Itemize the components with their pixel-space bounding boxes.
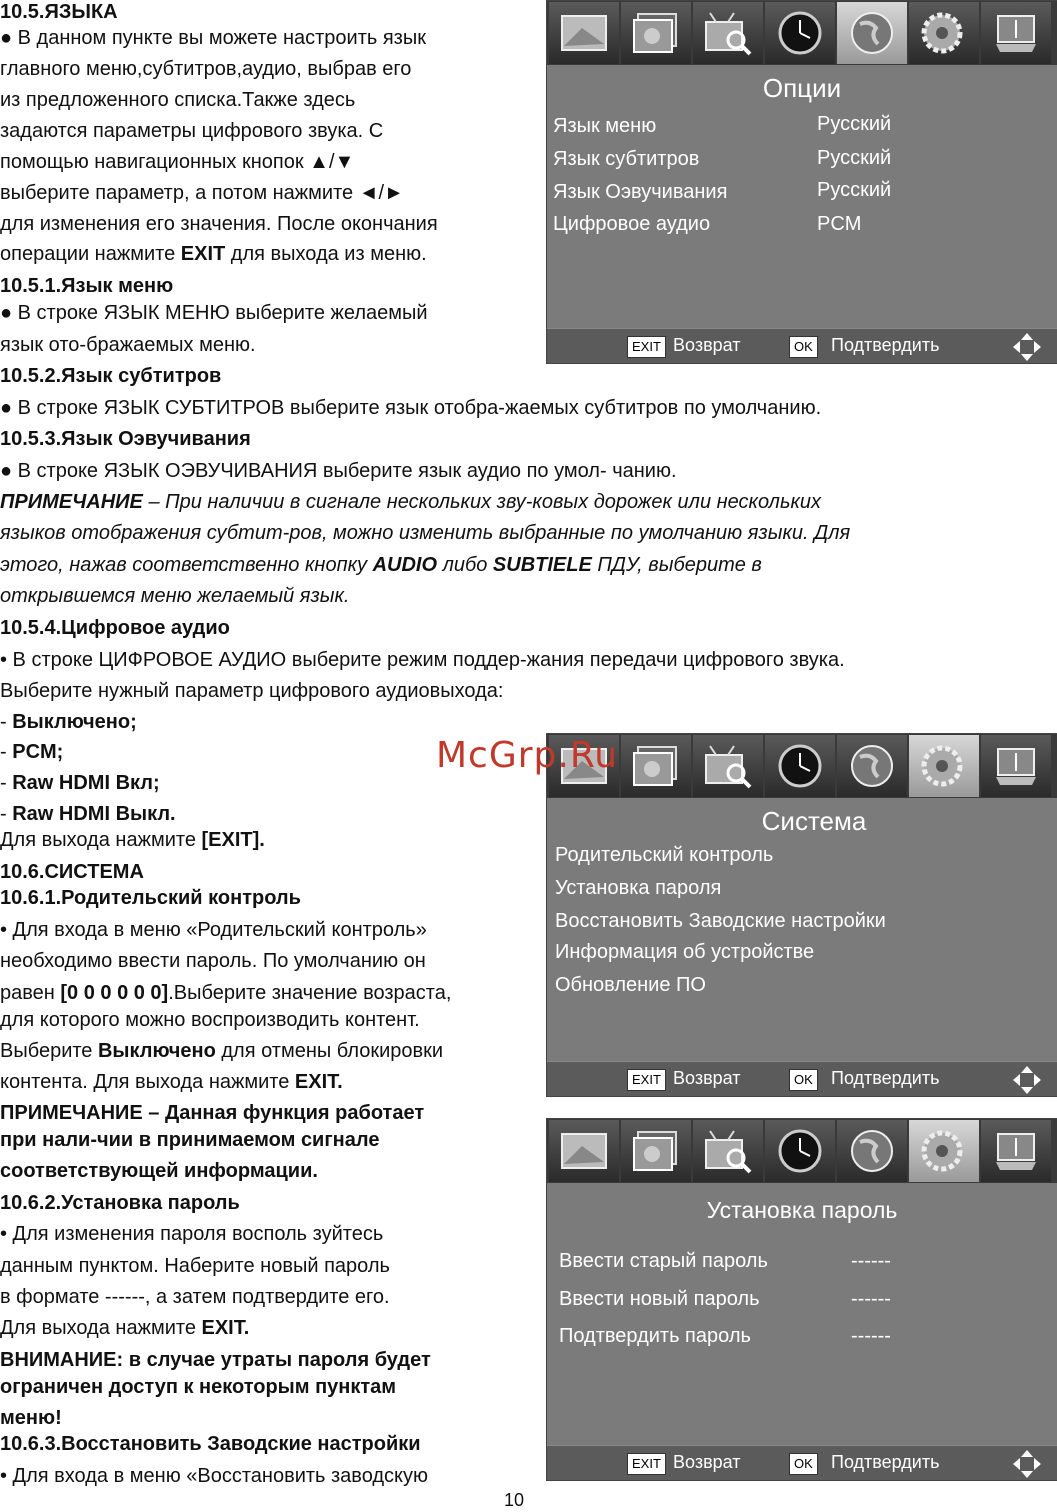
text-line: Выберите нужный параметр цифрового аудиовыхода: (0, 680, 504, 702)
option-line (0, 710, 137, 734)
text-span: ПДУ, выберите в (591, 554, 762, 576)
text-line: главного меню,субтитров,аудио, выбрав его (0, 58, 412, 80)
confirm-label: Подтвердить (831, 1452, 940, 1472)
note-line: соответствующей информации. (0, 1160, 318, 1182)
option-line (0, 771, 160, 795)
text-line: выберите параметр, а потом нажмите ◄/► (0, 182, 404, 204)
photo-icon[interactable] (621, 1120, 691, 1182)
menu-footer (547, 1445, 1057, 1480)
text-span: Для выхода нажмите (0, 1317, 202, 1339)
usb-icon[interactable] (981, 735, 1051, 797)
menu-row-value: Русский (817, 113, 892, 135)
note-line: ПРИМЕЧАНИЕ – Данная функция работает (0, 1102, 425, 1124)
menu-title: Система (761, 806, 867, 836)
menu-icon-bar (547, 734, 1057, 798)
gear-icon[interactable] (909, 735, 979, 797)
exit-keyword: [EXIT]. (201, 829, 265, 851)
watermark: McGrp.Ru (436, 735, 619, 776)
text-line: для которого можно воспроизводить контент. (0, 1009, 420, 1031)
heading-10-6-2: 10.6.2.Установка пароль (0, 1192, 240, 1214)
tv-search-icon[interactable] (693, 735, 763, 797)
photo-icon[interactable] (621, 735, 691, 797)
audio-keyword: AUDIO (372, 554, 438, 576)
menu-footer (547, 1061, 1057, 1096)
menu-title: Опции (762, 73, 842, 103)
menu-title: Установка пароль (706, 1197, 898, 1223)
confirm-password-field[interactable]: ------ (851, 1325, 891, 1347)
text-line: для изменения его значения. После окончания (0, 213, 438, 235)
ok-key[interactable]: OK (789, 1453, 818, 1475)
usb-icon[interactable] (981, 2, 1051, 64)
text-line (0, 828, 265, 852)
warning-line: меню! (0, 1407, 62, 1429)
page-number: 10 (504, 1490, 525, 1510)
heading-10-5: 10.5.ЯЗЫКА (0, 1, 118, 23)
photo-icon[interactable] (621, 2, 691, 64)
text-line: ● В строке ЯЗЫК МЕНЮ выберите желаемый (0, 302, 428, 324)
new-password-field[interactable]: ------ (851, 1288, 891, 1310)
menu-item-set-password[interactable]: Установка пароля (555, 877, 722, 899)
text-line: • Для входа в меню «Восстановить заводскую (0, 1465, 429, 1487)
text-span: – При наличии в сигнале нескольких зву-ковых дорожек или нескольких (142, 491, 822, 513)
menu-item-device-info[interactable]: Информация об устройстве (555, 941, 815, 963)
option-pcm: PCM; (12, 741, 64, 763)
menu-row-value: Русский (817, 179, 892, 201)
text-line: необходимо ввести пароль. По умолчанию он (0, 950, 426, 972)
heading-10-6-1: 10.6.1.Родительский контроль (0, 887, 301, 909)
heading-10-5-3: 10.5.3.Язык Оэвучивания (0, 428, 251, 450)
note-line: открывшемся меню желаемый язык. (0, 585, 350, 607)
note-line: при нали-чии в принимаемом сигнале (0, 1129, 380, 1151)
menu-item-factory-reset[interactable]: Восстановить Заводские настройки (555, 910, 886, 932)
option-line (0, 802, 176, 826)
text-line: язык ото-бражаемых меню. (0, 334, 256, 356)
note-label: ПРИМЕЧАНИЕ (0, 491, 143, 513)
navigation-arrows-icon (1011, 1064, 1043, 1096)
tv-search-icon[interactable] (693, 1120, 763, 1182)
text-line: ● В строке ЯЗЫК СУБТИТРОВ выберите язык отобра-жаемых субтитров по умолчанию. (0, 397, 822, 419)
warning-line: ВНИМАНИЕ: в случае утраты пароля будет (0, 1349, 431, 1371)
text-span: либо (437, 554, 493, 576)
text-line: ● В данном пункте вы можете настроить язык (0, 27, 426, 49)
menu-row-label[interactable]: Язык меню (553, 115, 657, 137)
heading-10-6: 10.6.СИСТЕМА (0, 861, 144, 883)
clock-icon[interactable] (765, 2, 835, 64)
confirm-password-label[interactable]: Подтвердить пароль (559, 1325, 751, 1347)
text-span: Выберите (0, 1040, 98, 1062)
clock-icon[interactable] (765, 1120, 835, 1182)
text-line: данным пунктом. Наберите новый пароль (0, 1255, 390, 1277)
picture-icon[interactable] (549, 1120, 619, 1182)
heading-10-6-3: 10.6.3.Восстановить Заводские настройки (0, 1433, 421, 1455)
usb-icon[interactable] (981, 1120, 1051, 1182)
exit-keyword: EXIT. (294, 1071, 343, 1093)
text-span: операции нажмите (0, 243, 181, 265)
ok-key[interactable]: OK (789, 336, 818, 358)
confirm-label: Подтвердить (831, 1068, 940, 1088)
text-line: помощью навигационных кнопок ▲/▼ (0, 151, 355, 173)
text-span: для выхода из меню. (225, 243, 427, 265)
menu-row-label[interactable]: Язык субтитров (553, 148, 700, 170)
option-off: Выключено; (12, 711, 137, 733)
exit-key[interactable]: EXIT (627, 1453, 666, 1475)
dash: - (0, 741, 7, 763)
navigation-arrows-icon (1011, 1448, 1043, 1480)
text-span: .Выберите значение возраста, (168, 982, 452, 1004)
menu-item-parental-control[interactable]: Родительский контроль (555, 844, 774, 866)
tv-search-icon[interactable] (693, 2, 763, 64)
clock-icon[interactable] (765, 735, 835, 797)
text-span: Для выхода нажмите (0, 829, 202, 851)
text-span: этого, нажав соответственно кнопку (0, 554, 373, 576)
new-password-label[interactable]: Ввести новый пароль (559, 1288, 760, 1310)
note-line: языков отображения субтит-ров, можно изменить выбранные по умолчанию языки. Для (0, 522, 851, 544)
confirm-label: Подтвердить (831, 335, 940, 355)
option-line (0, 740, 63, 764)
globe-icon[interactable] (837, 1120, 907, 1182)
globe-icon[interactable] (837, 2, 907, 64)
gear-icon[interactable] (909, 1120, 979, 1182)
text-span: контента. Для выхода нажмите (0, 1071, 295, 1093)
exit-key[interactable]: EXIT (627, 336, 666, 358)
off-keyword: Выключено (97, 1040, 216, 1062)
text-line (0, 242, 427, 266)
text-line: из предложенного списка.Также здесь (0, 89, 356, 111)
back-label: Возврат (673, 1068, 741, 1088)
option-raw-off: Raw HDMI Выкл. (12, 803, 176, 825)
note-line (0, 553, 762, 577)
menu-item-software-update[interactable]: Обновление ПО (555, 974, 706, 996)
note-line (0, 490, 821, 514)
navigation-arrows-icon (1011, 331, 1043, 363)
menu-row-value: PCM (817, 213, 862, 235)
exit-keyword: EXIT (180, 243, 226, 265)
text-line: • В строке ЦИФРОВОЕ АУДИО выберите режим поддер-жания передачи цифрового звука. (0, 649, 845, 671)
text-line (0, 1316, 249, 1340)
text-line (0, 1070, 343, 1094)
text-line: задаются параметры цифрового звука. С (0, 120, 384, 142)
menu-icon-bar (547, 1119, 1057, 1183)
globe-icon[interactable] (837, 735, 907, 797)
text-line (0, 981, 451, 1005)
dash: - (0, 711, 7, 733)
subtitle-keyword: SUBTIELE (492, 554, 592, 576)
default-password: [0 0 0 0 0 0] (60, 982, 169, 1004)
menu-row-value: Русский (817, 147, 892, 169)
dash: - (0, 772, 7, 794)
text-span: равен (0, 982, 61, 1004)
dash: - (0, 803, 7, 825)
heading-10-5-4: 10.5.4.Цифровое аудио (0, 617, 230, 639)
heading-10-5-2: 10.5.2.Язык субтитров (0, 365, 222, 387)
system-menu-screenshot (546, 733, 1057, 1097)
text-line: ● В строке ЯЗЫК ОЭВУЧИВАНИЯ выберите язык аудио по умол- чанию. (0, 460, 677, 482)
options-menu-screenshot (546, 0, 1057, 364)
heading-10-5-1: 10.5.1.Язык меню (0, 275, 174, 297)
picture-icon[interactable] (549, 2, 619, 64)
ok-key[interactable]: OK (789, 1069, 818, 1091)
old-password-label[interactable]: Ввести старый пароль (559, 1250, 768, 1272)
exit-keyword: EXIT. (201, 1317, 250, 1339)
menu-row-label[interactable]: Цифровое аудио (553, 213, 711, 235)
warning-line: ограничен доступ к некоторым пунктам (0, 1376, 397, 1398)
gear-icon[interactable] (909, 2, 979, 64)
old-password-field[interactable]: ------ (851, 1250, 891, 1272)
menu-icon-bar (547, 1, 1057, 65)
exit-key[interactable]: EXIT (627, 1069, 666, 1091)
text-span: для отмены блокировки (215, 1040, 444, 1062)
text-line (0, 1039, 443, 1063)
text-line: • Для входа в меню «Родительский контроль» (0, 919, 427, 941)
text-line: • Для изменения пароля восполь зуйтесь (0, 1223, 384, 1245)
option-raw-on: Raw HDMI Вкл; (12, 772, 160, 794)
menu-row-label[interactable]: Язык Оэвучивания (553, 181, 728, 203)
back-label: Возврат (673, 1452, 741, 1472)
text-line: в формате ------, а затем подтвердите его. (0, 1286, 390, 1308)
back-label: Возврат (673, 335, 741, 355)
password-menu-screenshot (546, 1118, 1057, 1481)
menu-footer (547, 328, 1057, 363)
